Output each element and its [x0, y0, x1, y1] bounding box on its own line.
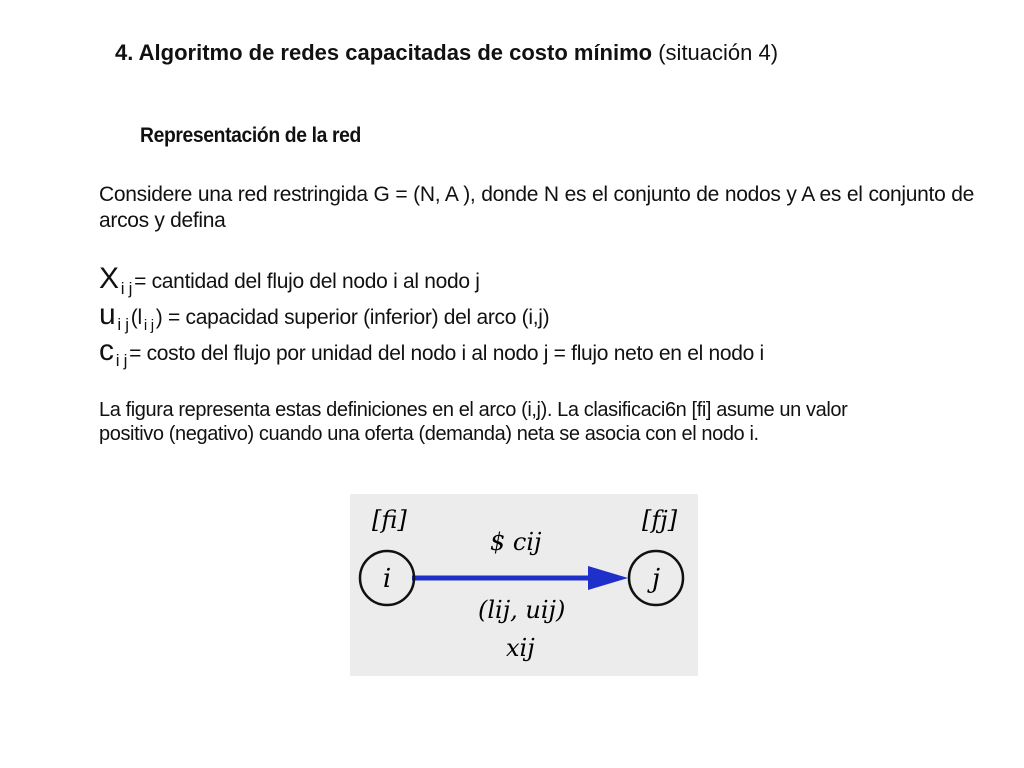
definition-text: = cantidad del flujo del nodo i al nodo j: [134, 270, 480, 293]
node-i-label: i: [382, 564, 392, 594]
title-rest: (situación 4): [658, 40, 779, 65]
arc-diagram: [350, 494, 698, 676]
definition-symbol: c: [99, 334, 114, 367]
definition-flow: [99, 262, 480, 296]
definition-subscript: i j: [117, 315, 129, 334]
arrow-head: [588, 566, 628, 590]
definition-subscript: i j: [120, 279, 133, 298]
definition-cost: [99, 334, 764, 368]
definition-capacity: [99, 298, 549, 332]
definition-symbol: u: [99, 298, 116, 331]
supply-label-i: [fi]: [372, 506, 407, 534]
note-line-2: positivo (negativo) cuando una oferta (demanda) neta se asocia con el nodo i.: [99, 423, 759, 445]
flow-label: xij: [506, 634, 535, 662]
title-bold: 4. Algoritmo de redes capacitadas de costo mínimo: [115, 40, 653, 65]
page-title: [115, 40, 778, 66]
definition-subscript: i j: [115, 351, 128, 370]
definition-subscript-lower: i j: [143, 317, 154, 334]
definition-text: = costo del flujo por unidad del nodo i al nodo j = flujo neto en el nodo i: [129, 342, 764, 365]
section-subtitle: Representación de la red: [140, 124, 361, 147]
node-j-label: j: [651, 564, 661, 594]
note-line-1: La figura representa estas definiciones en el arco (i,j). La clasificaci6n [fi] asume un valor: [99, 399, 848, 421]
figure-note: [99, 398, 899, 446]
supply-label-j: [fj]: [642, 506, 678, 534]
definition-text: ) = capacidad superior (inferior) del arco (i,j): [155, 306, 550, 329]
cost-label: $ cij: [490, 528, 542, 556]
definition-open: (l: [130, 306, 142, 329]
bounds-label: (lij, uij): [478, 596, 566, 624]
arc-figure: [350, 494, 698, 676]
definition-symbol: X: [99, 262, 119, 295]
intro-paragraph: Considere una red restringida G = (N, A ), donde N es el conjunto de nodos y A es el conjunto de arcos y defina: [99, 183, 974, 232]
